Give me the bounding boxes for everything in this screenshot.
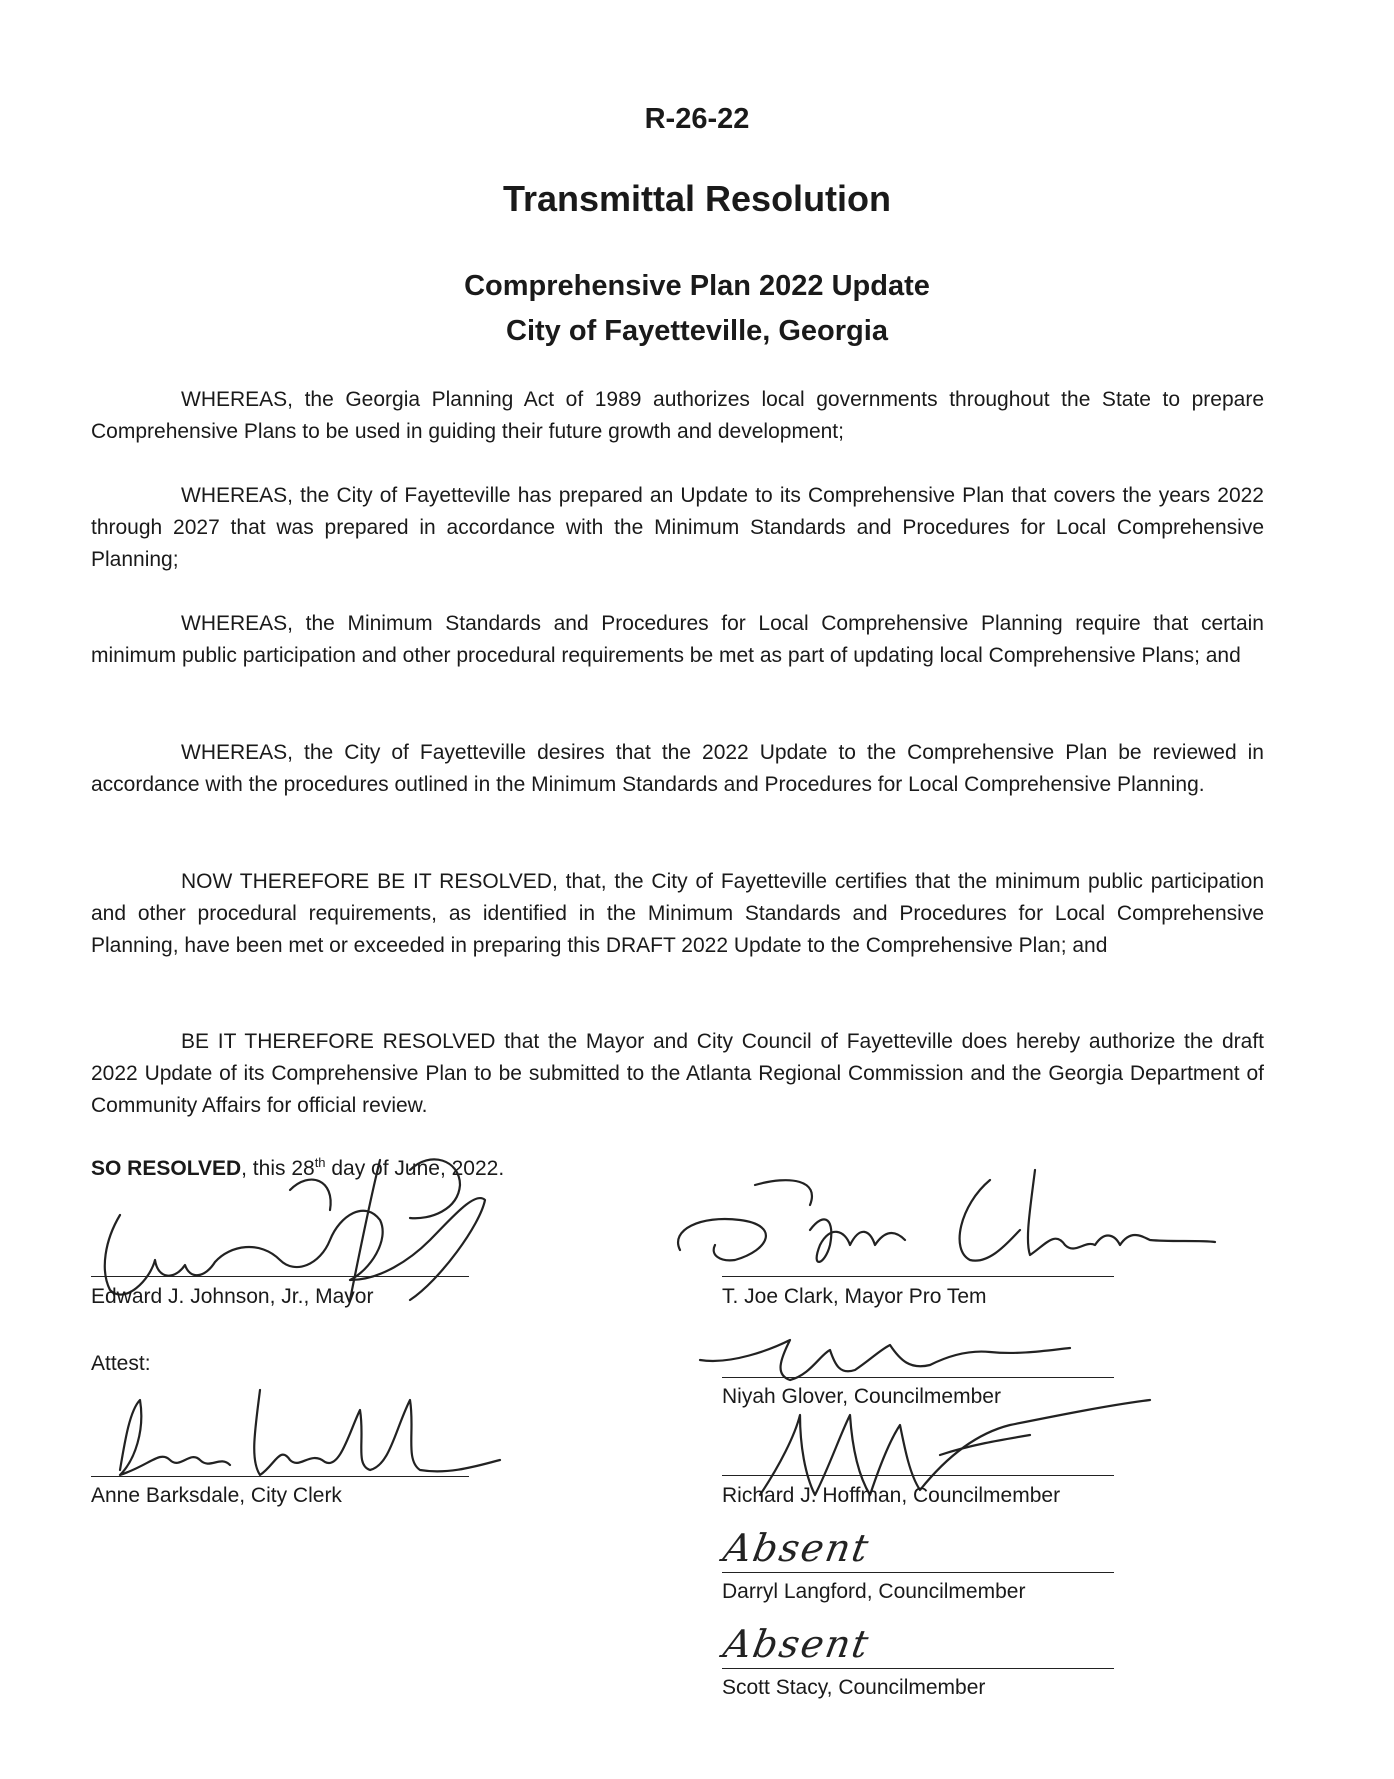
authorization-paragraph: BE IT THEREFORE RESOLVED that the Mayor and City Council of Fayetteville does hereby authorize the draft 2022 Update of its Comprehensive Plan to be submitted to the Atlanta Regional Commission and the Georgia Department of Community Affairs for official review. [91,1030,1264,1117]
mayor-pro-tem-name: T. Joe Clark, Mayor Pro Tem [722,1285,987,1308]
mayor-pro-tem-signature [660,1150,1220,1280]
whereas-paragraph-1: WHEREAS, the Georgia Planning Act of 1989 authorizes local governments throughout the State to prepare Comprehensive Plans to be used in guiding their future growth and development; [91,388,1264,443]
whereas-paragraph-3: WHEREAS, the Minimum Standards and Procedures for Local Comprehensive Planning require that certain minimum public participation and other procedural requirements be met as part of updating local Comprehensive Plans; and [91,612,1264,667]
resolution-number: R-26-22 [644,103,750,135]
mayor-pro-tem-signature-line [722,1276,1114,1277]
stacy-absent-mark: Absent [720,1622,874,1666]
document-subtitle: Comprehensive Plan 2022 Update [464,270,930,302]
attest-label: Attest: [91,1352,151,1375]
so-resolved-label: SO RESOLVED [91,1157,242,1180]
clerk-signature [90,1370,510,1490]
resolved-date-prefix: , this 28 [241,1157,315,1180]
glover-name: Niyah Glover, Councilmember [722,1385,1001,1408]
resolved-date-ordinal: th [314,1155,326,1170]
stacy-name: Scott Stacy, Councilmember [722,1676,986,1699]
glover-signature-line [722,1377,1114,1378]
mayor-name: Edward J. Johnson, Jr., Mayor [91,1285,374,1308]
stacy-signature-line [722,1668,1114,1669]
hoffman-name: Richard J. Hoffman, Councilmember [722,1484,1061,1507]
hoffman-signature-line [722,1475,1114,1476]
langford-absent-mark: Absent [720,1526,874,1570]
document-title: Transmittal Resolution [502,178,892,219]
resolved-date-suffix: day of June, 2022. [325,1157,505,1180]
whereas-paragraph-4: WHEREAS, the City of Fayetteville desires that the 2022 Update to the Comprehensive Plan be reviewed in accordance with the procedures outlined in the Minimum Standards and Procedures for Local Comprehensive Planning. [91,741,1264,796]
langford-signature-line [722,1572,1114,1573]
clerk-name: Anne Barksdale, City Clerk [91,1484,342,1507]
glover-signature [690,1320,1090,1390]
whereas-paragraph-2: WHEREAS, the City of Fayetteville has prepared an Update to its Comprehensive Plan that covers the years 2022 through 2027 that was prepared in accordance with the Minimum Standards and Procedures for Local Comprehensive Planning; [91,484,1264,571]
mayor-signature-line [91,1276,469,1277]
clerk-signature-line [91,1476,469,1477]
resolved-paragraph: NOW THEREFORE BE IT RESOLVED, that, the City of Fayetteville certifies that the minimum public participation and other procedural requirements, as identified in the Minimum Standards and Procedures for Local Comprehensive Planning, have been met or exceeded in preparing this DRAFT 2022 Update to the Comprehensive Plan; and [91,870,1264,957]
langford-name: Darryl Langford, Councilmember [722,1580,1026,1603]
document-subtitle-city: City of Fayetteville, Georgia [506,315,888,347]
